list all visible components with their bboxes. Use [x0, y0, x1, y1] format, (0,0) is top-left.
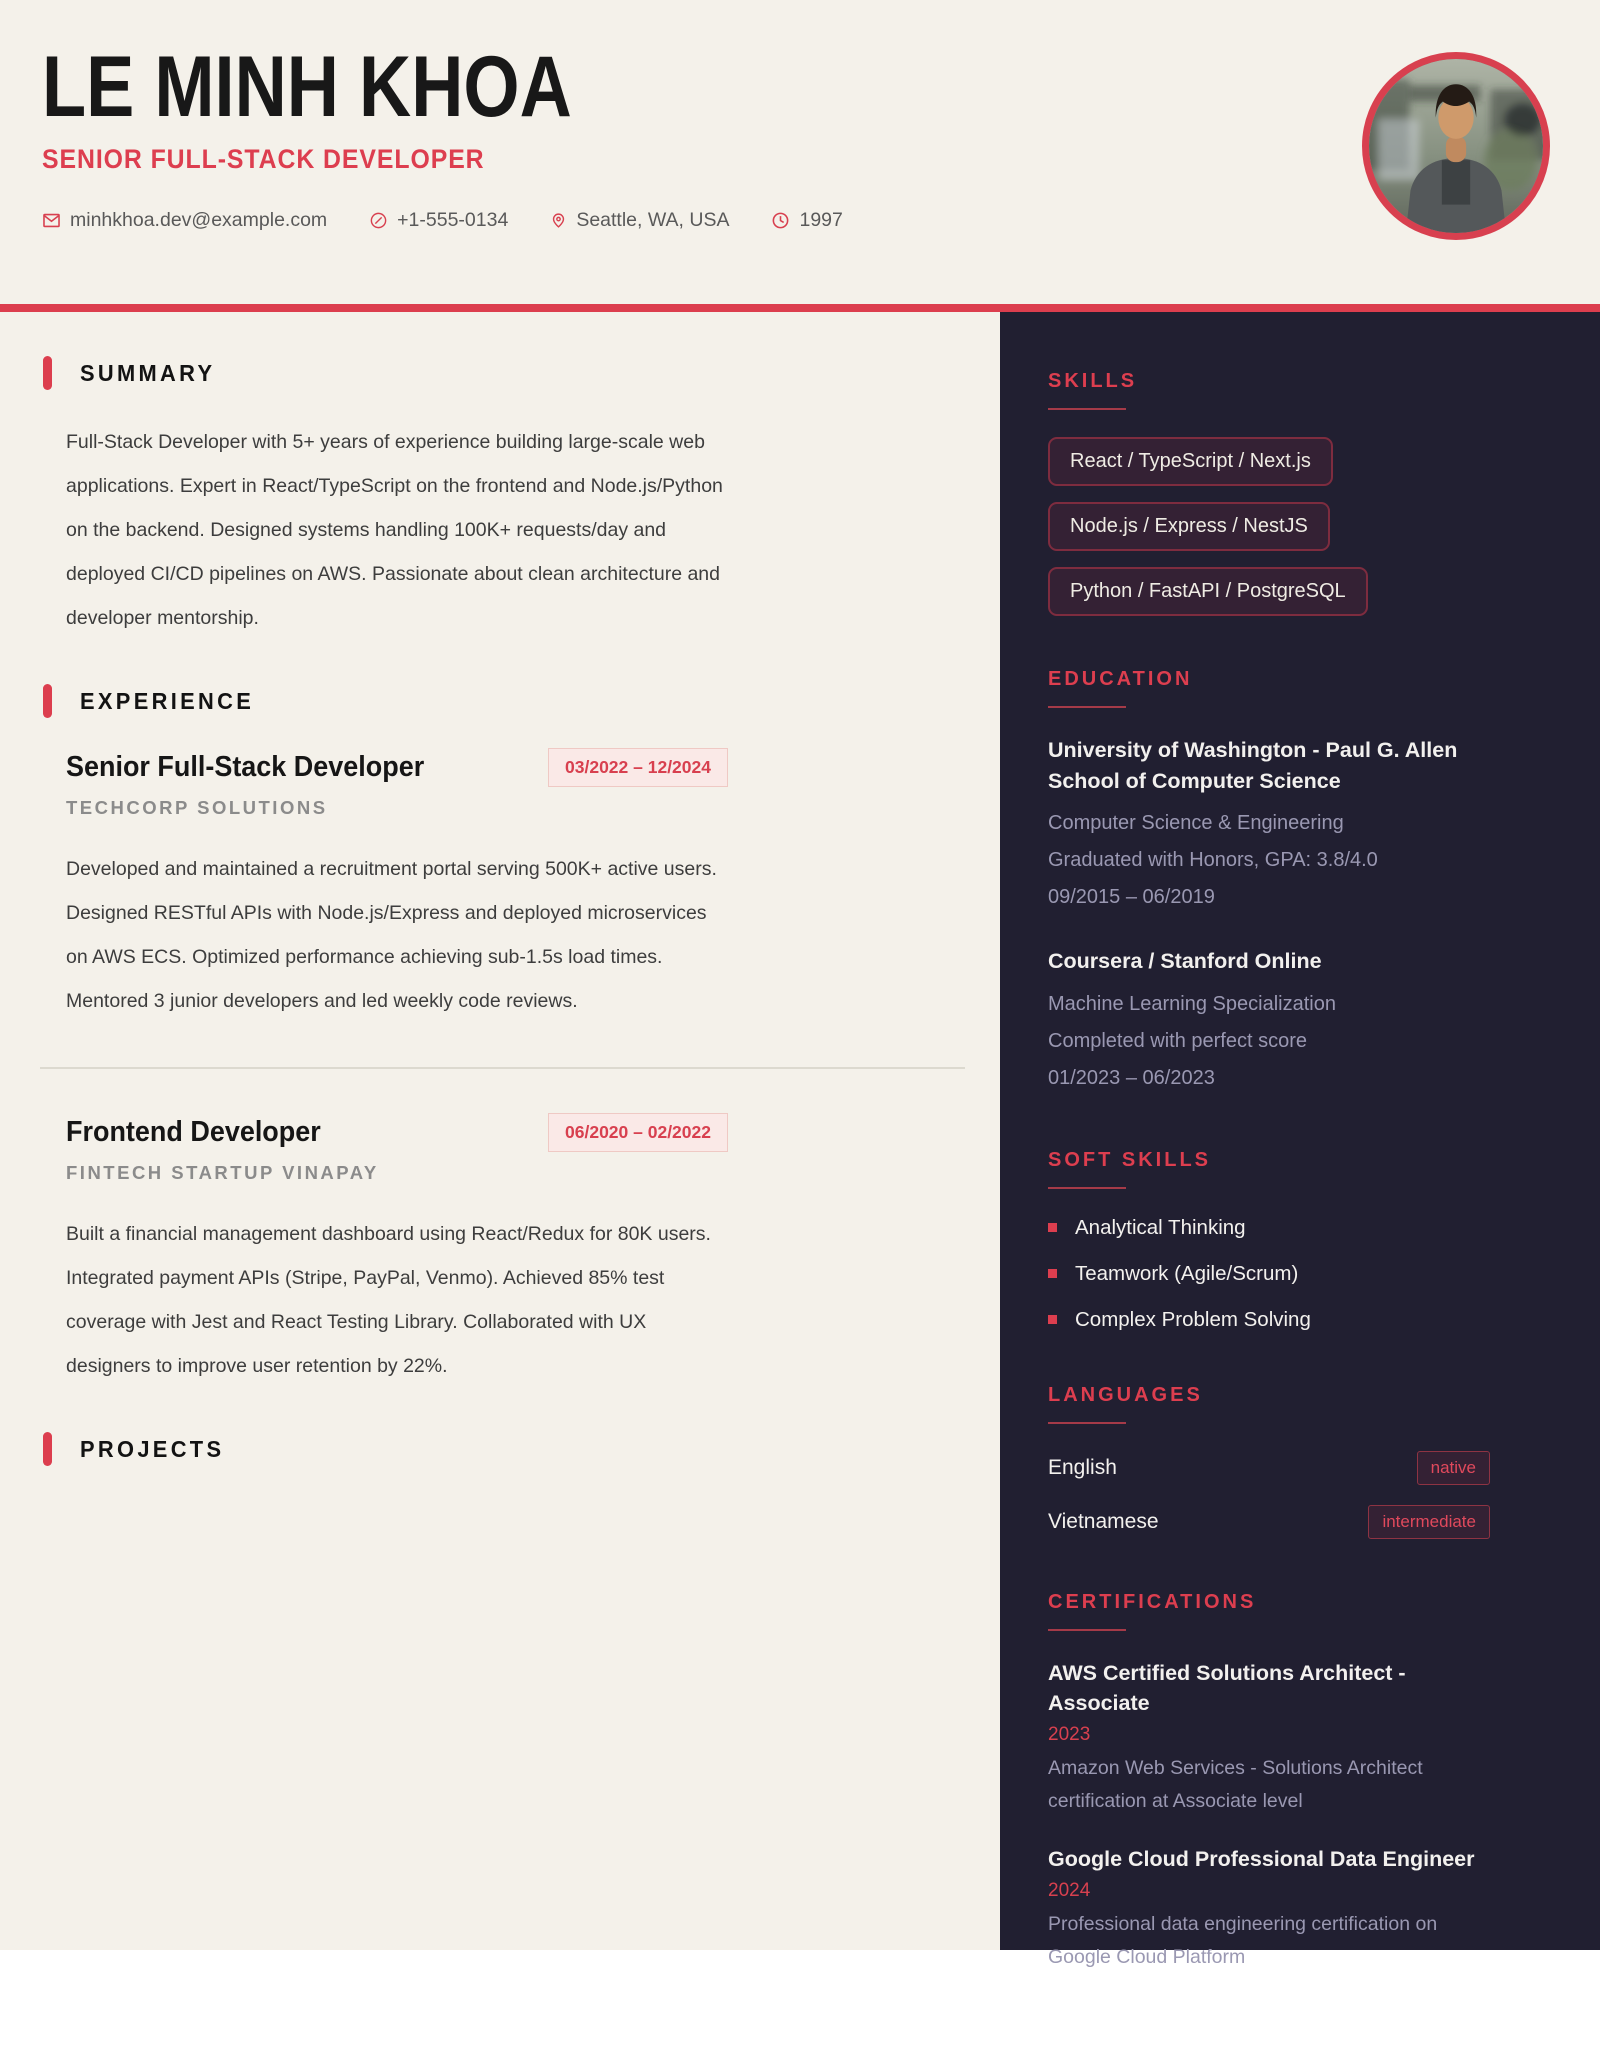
- certifications-section: [1048, 1591, 1490, 1975]
- soft-skill-label: Analytical Thinking: [1075, 1215, 1246, 1239]
- education-note: Graduated with Honors, GPA: 3.8/4.0: [1048, 849, 1378, 872]
- job-company: TECHCORP SOLUTIONS: [66, 797, 328, 818]
- skill-pill: Python / FastAPI / PostgreSQL: [1048, 567, 1368, 616]
- contact-birthyear-text: 1997: [799, 209, 843, 231]
- phone-icon: [369, 211, 388, 230]
- soft-skills-heading: SOFT SKILLS: [1048, 1148, 1211, 1171]
- certification-year: 2024: [1048, 1880, 1091, 1902]
- experience-heading-label: EXPERIENCE: [80, 687, 255, 714]
- skill-pill: Node.js / Express / NestJS: [1048, 502, 1330, 551]
- header: [0, 0, 1600, 304]
- projects-heading: [43, 1432, 1000, 1466]
- body: [0, 312, 1600, 1969]
- bullet-icon: [1048, 1269, 1057, 1278]
- heading-underline: [1048, 1422, 1126, 1424]
- contact-email-text: minhkhoa.dev@example.com: [70, 209, 328, 231]
- contact-email: [42, 209, 327, 232]
- heading-underline: [1048, 1187, 1126, 1189]
- sidebar: [1000, 312, 1600, 1969]
- job-title: Frontend Developer: [66, 1116, 321, 1148]
- job-description: Built a financial management dashboard using React/Redux for 80K users. Integrated payment APIs (Stripe, PayPal, Venmo). Achieved 85% test coverage with Jest and React Testing Library. Collaborated with UX designers to improve user retention by 22%.: [66, 1223, 711, 1377]
- certification-description: Professional data engineering certification on Google Cloud Platform: [1048, 1913, 1438, 1969]
- avatar-illustration: [1369, 59, 1543, 233]
- certification-title: Google Cloud Professional Data Engineer: [1048, 1846, 1475, 1871]
- certification-entry: [1048, 1658, 1490, 1818]
- education-period: 09/2015 – 06/2019: [1048, 886, 1215, 909]
- education-heading: EDUCATION: [1048, 668, 1193, 690]
- contact-location-text: Seattle, WA, USA: [576, 209, 730, 231]
- header-divider: [0, 304, 1600, 312]
- certification-title: AWS Certified Solutions Architect - Associate: [1048, 1660, 1406, 1715]
- education-field: Computer Science & Engineering: [1048, 812, 1344, 835]
- job-title: Senior Full-Stack Developer: [66, 751, 425, 783]
- contact-phone: [369, 209, 508, 232]
- education-section: [1048, 668, 1490, 1097]
- soft-skill-label: Teamwork (Agile/Scrum): [1075, 1261, 1299, 1285]
- heading-underline: [1048, 408, 1126, 410]
- languages-heading: LANGUAGES: [1048, 1383, 1203, 1406]
- certification-entry: [1048, 1844, 1490, 1974]
- soft-skills-section: [1048, 1149, 1490, 1332]
- person-title: SENIOR FULL-STACK DEVELOPER: [42, 144, 485, 174]
- education-school: Coursera / Stanford Online: [1048, 949, 1322, 974]
- job-header: [66, 1113, 728, 1152]
- certification-description: Amazon Web Services - Solutions Architect certification at Associate level: [1048, 1756, 1423, 1812]
- summary-text: Full-Stack Developer with 5+ years of experience building large-scale web applications. Expert in React/TypeScript on the frontend and Node.js/Python on the backend. Designed systems handling 100K+ requests/day and deployed CI/CD pipelines on AWS. Passionate about clean architecture and developer mentorship.: [66, 431, 723, 629]
- contact-row: [42, 209, 843, 232]
- job-entry: [66, 748, 1000, 1023]
- job-company: FINTECH STARTUP VINAPAY: [66, 1162, 379, 1183]
- avatar: [1362, 52, 1550, 240]
- bullet-icon: [1048, 1223, 1057, 1232]
- heading-accent-bar: [43, 684, 52, 718]
- languages-section: [1048, 1384, 1490, 1539]
- language-level-badge: intermediate: [1368, 1505, 1490, 1539]
- language-name: Vietnamese: [1048, 1509, 1159, 1533]
- contact-phone-text: +1-555-0134: [397, 209, 509, 231]
- location-icon: [550, 211, 567, 230]
- experience-heading: [43, 684, 1000, 718]
- certification-year: 2023: [1048, 1723, 1091, 1745]
- education-field: Machine Learning Specialization: [1048, 992, 1336, 1015]
- mail-icon: [42, 211, 61, 230]
- soft-skill-item: [1048, 1308, 1490, 1332]
- contact-birthyear: [771, 209, 842, 232]
- education-period: 01/2023 – 06/2023: [1048, 1066, 1215, 1089]
- job-header: [66, 748, 728, 787]
- job-entry: [66, 1113, 1000, 1388]
- education-school: University of Washington - Paul G. Allen School of Computer Science: [1048, 738, 1458, 794]
- heading-underline: [1048, 1629, 1126, 1631]
- job-dates-badge: 03/2022 – 12/2024: [548, 748, 728, 787]
- education-note: Completed with perfect score: [1048, 1029, 1308, 1052]
- education-entry: [1048, 735, 1490, 916]
- heading-accent-bar: [43, 356, 52, 390]
- job-dates-badge: 06/2020 – 02/2022: [548, 1113, 728, 1152]
- soft-skill-label: Complex Problem Solving: [1075, 1307, 1311, 1331]
- language-row: [1048, 1451, 1490, 1485]
- heading-underline: [1048, 706, 1126, 708]
- job-description: Developed and maintained a recruitment portal serving 500K+ active users. Designed RESTful APIs with Node.js/Express and deployed microservices on AWS ECS. Optimized performance achieving sub-1.5s load times. Mentored 3 junior developers and led weekly code reviews.: [66, 858, 717, 1012]
- main-column: [0, 312, 1000, 1950]
- person-name: LE MINH KHOA: [42, 39, 572, 135]
- bullet-icon: [1048, 1315, 1057, 1324]
- header-info: [42, 0, 843, 304]
- soft-skill-item: [1048, 1262, 1490, 1286]
- summary-heading-label: SUMMARY: [80, 359, 216, 386]
- clock-icon: [771, 211, 790, 230]
- job-divider: [40, 1067, 965, 1069]
- language-level-badge: native: [1417, 1451, 1490, 1485]
- soft-skill-item: [1048, 1216, 1490, 1240]
- skills-heading: SKILLS: [1048, 370, 1138, 392]
- contact-location: [550, 209, 729, 232]
- language-name: English: [1048, 1455, 1117, 1479]
- education-entry: [1048, 946, 1490, 1096]
- language-row: [1048, 1505, 1490, 1539]
- summary-heading: [43, 356, 1000, 390]
- projects-heading-label: PROJECTS: [80, 1435, 225, 1462]
- certifications-heading: CERTIFICATIONS: [1048, 1590, 1257, 1613]
- skill-pill: React / TypeScript / Next.js: [1048, 437, 1333, 486]
- heading-accent-bar: [43, 1432, 52, 1466]
- skills-section: [1048, 370, 1490, 616]
